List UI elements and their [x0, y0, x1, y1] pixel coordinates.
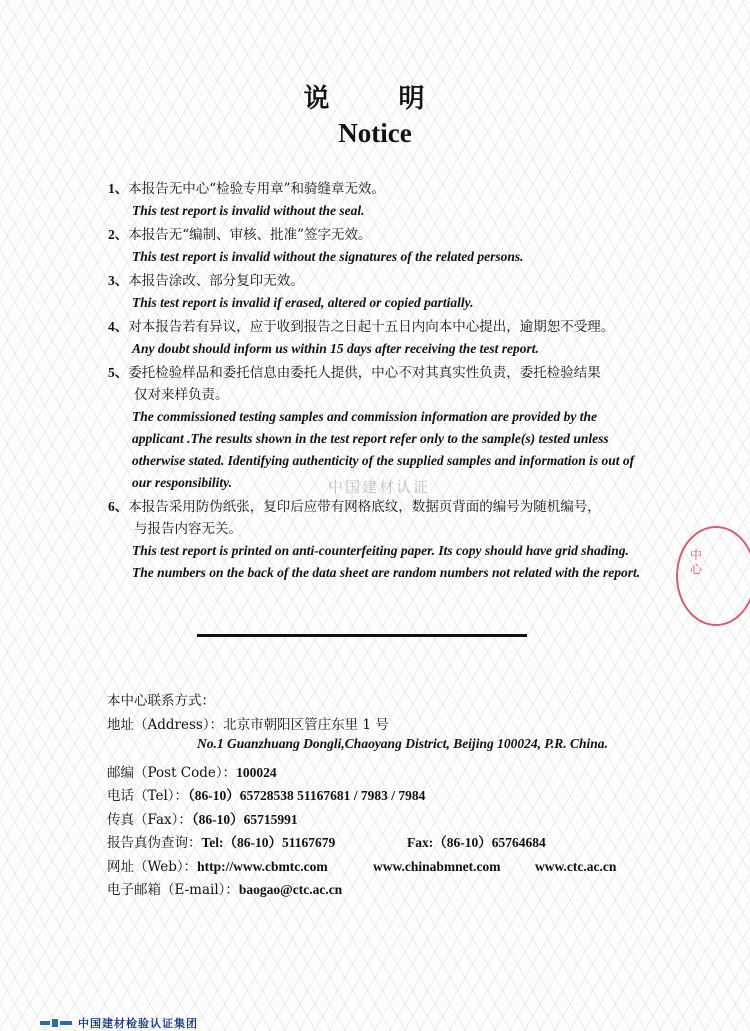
page-title-cn: 说 明 [303, 84, 455, 114]
web-link-1[interactable]: http://www.cbmtc.com [197, 858, 328, 874]
tel-value: （86-10）65728538 51167681 / 7983 / 7984 [188, 788, 426, 803]
postcode-label: 邮编（Post Code）： [107, 764, 237, 781]
notice-number: 3、 [108, 273, 129, 288]
contact-verify-row [107, 831, 667, 855]
notice-text-en: This test report is printed on anti-counterfeiting paper. Its copy should have grid shading. The numbers on the back of the data sheet are random numbers not related with the report. [132, 543, 641, 580]
contact-tel-row [107, 784, 667, 808]
contact-section [107, 690, 667, 902]
page-title-en: Notice [338, 118, 412, 148]
fax-label: 传真（Fax）： [107, 811, 192, 828]
contact-address-row [107, 714, 667, 738]
address-label: 地址（Address）： [107, 716, 224, 733]
contact-heading: 本中心联系方式： [107, 693, 215, 709]
email-value[interactable]: baogao@ctc.ac.cn [238, 882, 343, 897]
notice-number: 2、 [108, 227, 129, 242]
notice-item-5 [108, 362, 668, 494]
notice-text-cn: 对本报告若有异议，应于收到报告之日起十五日内向本中心提出，逾期恕不受理。 [128, 319, 615, 335]
verify-label: 报告真伪查询： [107, 835, 202, 851]
notice-text-cn: 本报告无“编制、审核、批准”签字无效。 [128, 227, 372, 243]
notice-number: 1、 [108, 181, 129, 196]
seal-stamp [676, 526, 750, 626]
contact-email-row [107, 878, 667, 902]
contact-fax-row [107, 808, 667, 832]
seal-stamp-text: 中心 [689, 548, 702, 576]
notice-text-cn-continued: 仅对来样负责。 [134, 387, 229, 403]
notice-number: 5、 [108, 365, 129, 380]
email-label: 电子邮箱（E-mail）： [107, 882, 239, 898]
notice-text-en: Any doubt should inform us within 15 days after receiving the test report. [132, 341, 539, 356]
notice-list [108, 178, 668, 586]
notice-number: 6、 [108, 499, 129, 514]
contact-web-row [107, 855, 667, 879]
address-cn: 北京市朝阳区管庄东里 1 号 [223, 716, 389, 733]
postcode-value: 100024 [236, 764, 277, 780]
tel-label: 电话（Tel）： [107, 788, 189, 804]
notice-text-cn: 本报告采用防伪纸张，复印后应带有网格底纹，数据页背面的编号为随机编号， [128, 499, 601, 515]
verify-fax: Fax:（86-10）65764684 [407, 835, 546, 850]
notice-number: 4、 [108, 319, 129, 334]
verify-tel: Tel:（86-10）51167679 [201, 835, 336, 850]
notice-text-cn: 本报告无中心“检验专用章”和骑缝章无效。 [128, 181, 386, 197]
web-link-3[interactable]: www.ctc.ac.cn [535, 858, 617, 874]
notice-item-2 [108, 224, 668, 268]
notice-text-cn-continued: 与报告内容无关。 [134, 521, 242, 537]
notice-item-1 [108, 178, 668, 222]
notice-item-6 [108, 496, 668, 584]
fax-value: （86-10）65715991 [191, 811, 298, 827]
notice-text-cn: 本报告涂改、部分复印无效。 [128, 273, 304, 289]
contact-postcode-row [107, 761, 667, 785]
notice-item-3 [108, 270, 668, 314]
address-en: No.1 Guanzhuang Dongli,Chaoyang District, Beijing 100024, P.R. China. [197, 736, 608, 751]
web-link-2[interactable]: www.chinabmnet.com [373, 858, 501, 874]
notice-item-4 [108, 316, 668, 360]
notice-text-cn: 委托检验样品和委托信息由委托人提供，中心不对其真实性负责，委托检验结果 [128, 365, 601, 381]
notice-text-en: This test report is invalid without the seal. [132, 203, 365, 218]
footer-org-name: 中国建材检验认证集团 [78, 1017, 198, 1030]
notice-text-en: The commissioned testing samples and commission information are provided by the applicant .The results shown in the test report refer only to the sample(s) tested unless otherwise stated. Identifying authenticity of the supplied samples and information is out of our responsibility. [132, 409, 635, 490]
web-label: 网址（Web）： [107, 858, 198, 875]
notice-text-en: This test report is invalid without the signatures of the related persons. [132, 249, 524, 264]
section-divider [197, 634, 527, 637]
watermark-text: 中国建材认证 [328, 478, 431, 496]
notice-text-en: This test report is invalid if erased, altered or copied partially. [132, 295, 474, 310]
